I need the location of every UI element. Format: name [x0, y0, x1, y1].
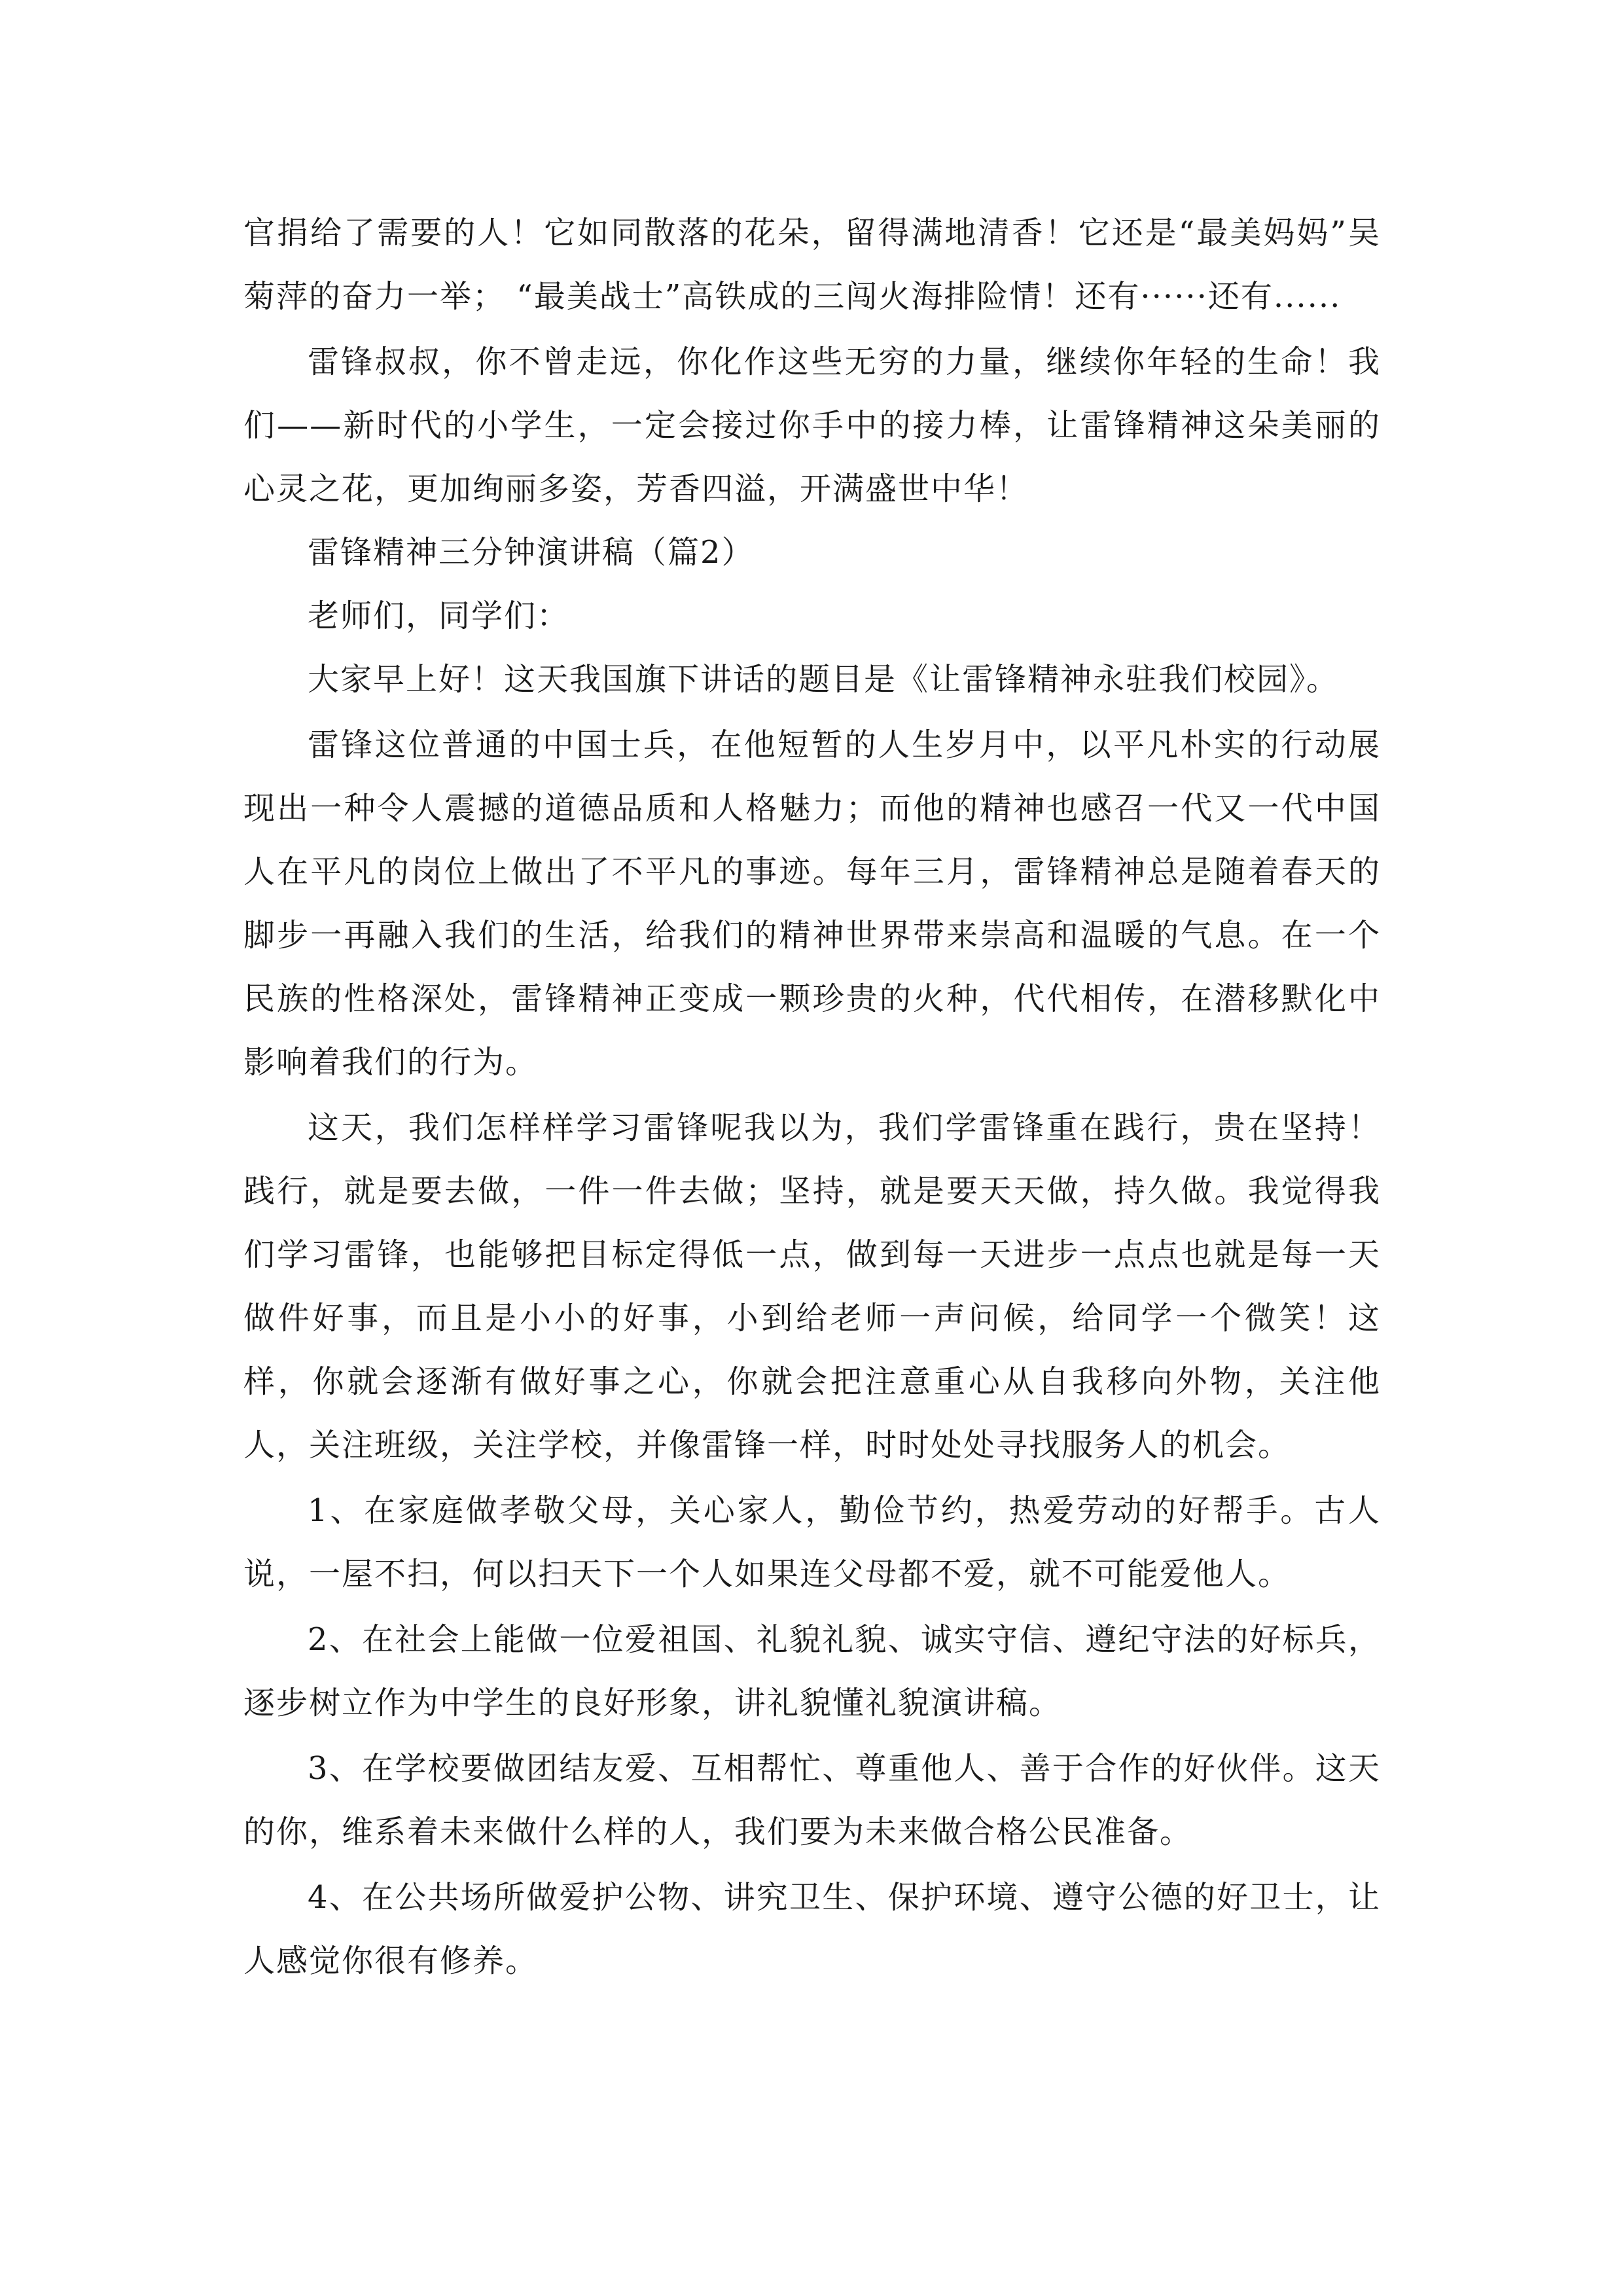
section-heading: 雷锋精神三分钟演讲稿（篇2） — [308, 534, 755, 571]
paragraph-lei-feng-soldier: 雷锋这位普通的中国士兵，在他短暂的人生岁月中，以平凡朴实的行动展现出一种令人震撼的道德品质和人格魅力；而他的精神也感召一代又一代中国人在平凡的岗位上做出了不平凡的事迹。每年三月，雷锋精神总是随着春天的脚步一再融入我们的生活，给我们的精神世界带来崇高和温暖的气息。在一个民族的性格深处，雷锋精神正变成一颗珍贵的火种，代代相传，在潜移默化中影响着我们的行为。 — [243, 726, 1381, 1081]
paragraph-lei-feng-uncle: 雷锋叔叔，你不曾走远，你化作这些无穷的力量，继续你年轻的生命！我们——新时代的小学生，一定会接过你手中的接力棒，让雷锋精神这朵美丽的心灵之花，更加绚丽多姿，芳香四溢，开满盛世中华！ — [243, 344, 1381, 507]
list-item-1: 1、在家庭做孝敬父母，关心家人，勤俭节约，热爱劳动的好帮手。古人说，一屋不扫，何以扫天下一个人如果连父母都不爱，就不可能爱他人。 — [243, 1492, 1381, 1592]
list-item-4: 4、在公共场所做爱护公物、讲究卫生、保护环境、遵守公德的好卫士，让人感觉你很有修养。 — [243, 1879, 1381, 1979]
paragraph-how-to-learn: 这天，我们怎样样学习雷锋呢我以为，我们学雷锋重在践行，贵在坚持！践行，就是要去做，一件一件去做；坚持，就是要天天做，持久做。我觉得我们学习雷锋，也能够把目标定得低一点，做到每一天进步一点点也就是每一天做件好事，而且是小小的好事，小到给老师一声问候，给同学一个微笑！这样，你就会逐渐有做好事之心，你就会把注意重心从自我移向外物，关注他人，关注班级，关注学校，并像雷锋一样，时时处处寻找服务人的机会。 — [243, 1109, 1381, 1463]
document-body — [243, 202, 1381, 1993]
paragraph-continuation: 官捐给了需要的人！它如同散落的花朵，留得满地清香！它还是“最美妈妈”吴菊萍的奋力一举； “最美战士”高铁成的三闯火海排险情！还有······还有...... — [243, 215, 1381, 315]
list-item-2: 2、在社会上能做一位爱祖国、礼貌礼貌、诚实守信、遵纪守法的好标兵，逐步树立作为中学生的良好形象，讲礼貌懂礼貌演讲稿。 — [243, 1621, 1381, 1721]
salutation: 老师们，同学们： — [308, 598, 570, 634]
list-item-3: 3、在学校要做团结友爱、互相帮忙、尊重他人、善于合作的好伙伴。这天的你，维系着未来做什么样的人，我们要为未来做合格公民准备。 — [243, 1750, 1381, 1850]
paragraph-greeting: 大家早上好！这天我国旗下讲话的题目是《让雷锋精神永驻我们校园》。 — [308, 661, 1340, 698]
